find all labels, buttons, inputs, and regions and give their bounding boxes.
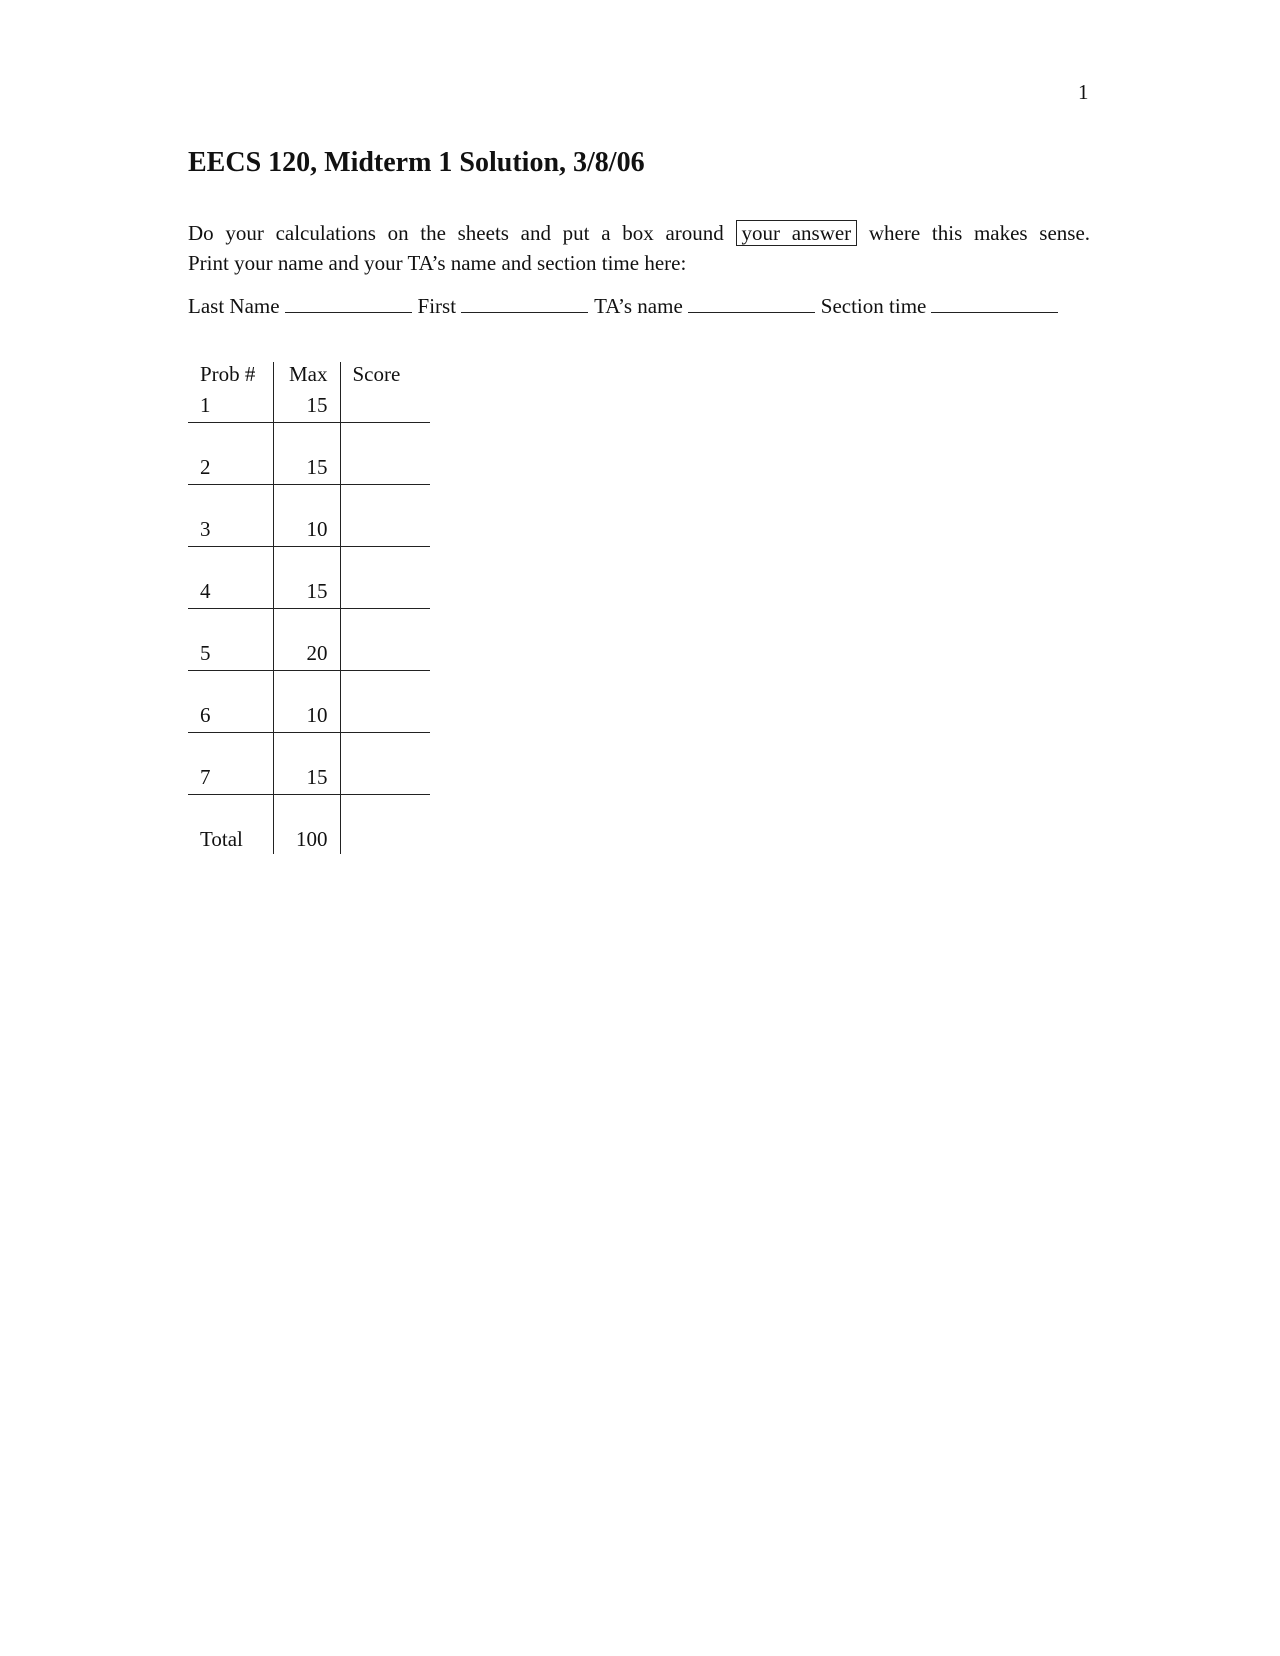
prob-cell: 3 (188, 485, 273, 547)
score-cell[interactable] (340, 671, 430, 733)
prob-cell: 2 (188, 423, 273, 485)
prob-cell: 5 (188, 609, 273, 671)
table-row (188, 733, 430, 795)
score-cell[interactable] (340, 733, 430, 795)
table-row (188, 390, 430, 423)
score-cell[interactable] (340, 547, 430, 609)
header-score: Score (352, 362, 401, 386)
table-row (188, 423, 430, 485)
max-cell: 15 (273, 547, 340, 609)
section-time-blank[interactable] (931, 311, 1058, 313)
ta-name-label: TA’s name (594, 294, 683, 318)
score-cell[interactable] (340, 485, 430, 547)
total-max: 100 (273, 795, 340, 855)
instructions-text: Do your calculations on the sheets and put a box around (188, 221, 724, 245)
ta-name-blank[interactable] (688, 311, 815, 313)
page-number: 1 (1078, 80, 1089, 104)
instructions-line-1 (188, 221, 1090, 246)
score-cell[interactable] (340, 390, 430, 423)
last-name-blank[interactable] (285, 311, 412, 313)
total-row (188, 795, 430, 855)
prob-cell: 6 (188, 671, 273, 733)
prob-cell: 4 (188, 547, 273, 609)
table-row (188, 671, 430, 733)
max-cell: 10 (273, 485, 340, 547)
max-cell: 20 (273, 609, 340, 671)
instructions-line-2: Print your name and your TA’s name and section time here: (188, 251, 687, 275)
table-row (188, 485, 430, 547)
max-cell: 15 (273, 423, 340, 485)
first-name-label: First (417, 294, 457, 318)
score-cell[interactable] (340, 609, 430, 671)
table-row (188, 609, 430, 671)
max-cell: 10 (273, 671, 340, 733)
table-row (188, 547, 430, 609)
header-max: Max (273, 362, 340, 390)
prob-cell: 7 (188, 733, 273, 795)
section-time-label: Section time (820, 294, 927, 318)
score-cell[interactable] (340, 423, 430, 485)
name-fields-row (188, 294, 1090, 319)
page-title: EECS 120, Midterm 1 Solution, 3/8/06 (188, 147, 645, 178)
table-header-row (188, 362, 430, 390)
header-prob: Prob # (188, 362, 273, 390)
max-cell: 15 (273, 733, 340, 795)
instructions-text-end: where this makes sense. (868, 221, 1091, 245)
prob-cell: 1 (188, 390, 273, 423)
boxed-answer-example: your answer (736, 220, 858, 246)
last-name-label: Last Name (188, 294, 280, 318)
score-table (188, 362, 430, 854)
max-cell: 15 (273, 390, 340, 423)
total-score-cell[interactable] (340, 795, 430, 855)
first-name-blank[interactable] (461, 311, 588, 313)
total-label: Total (188, 795, 273, 855)
